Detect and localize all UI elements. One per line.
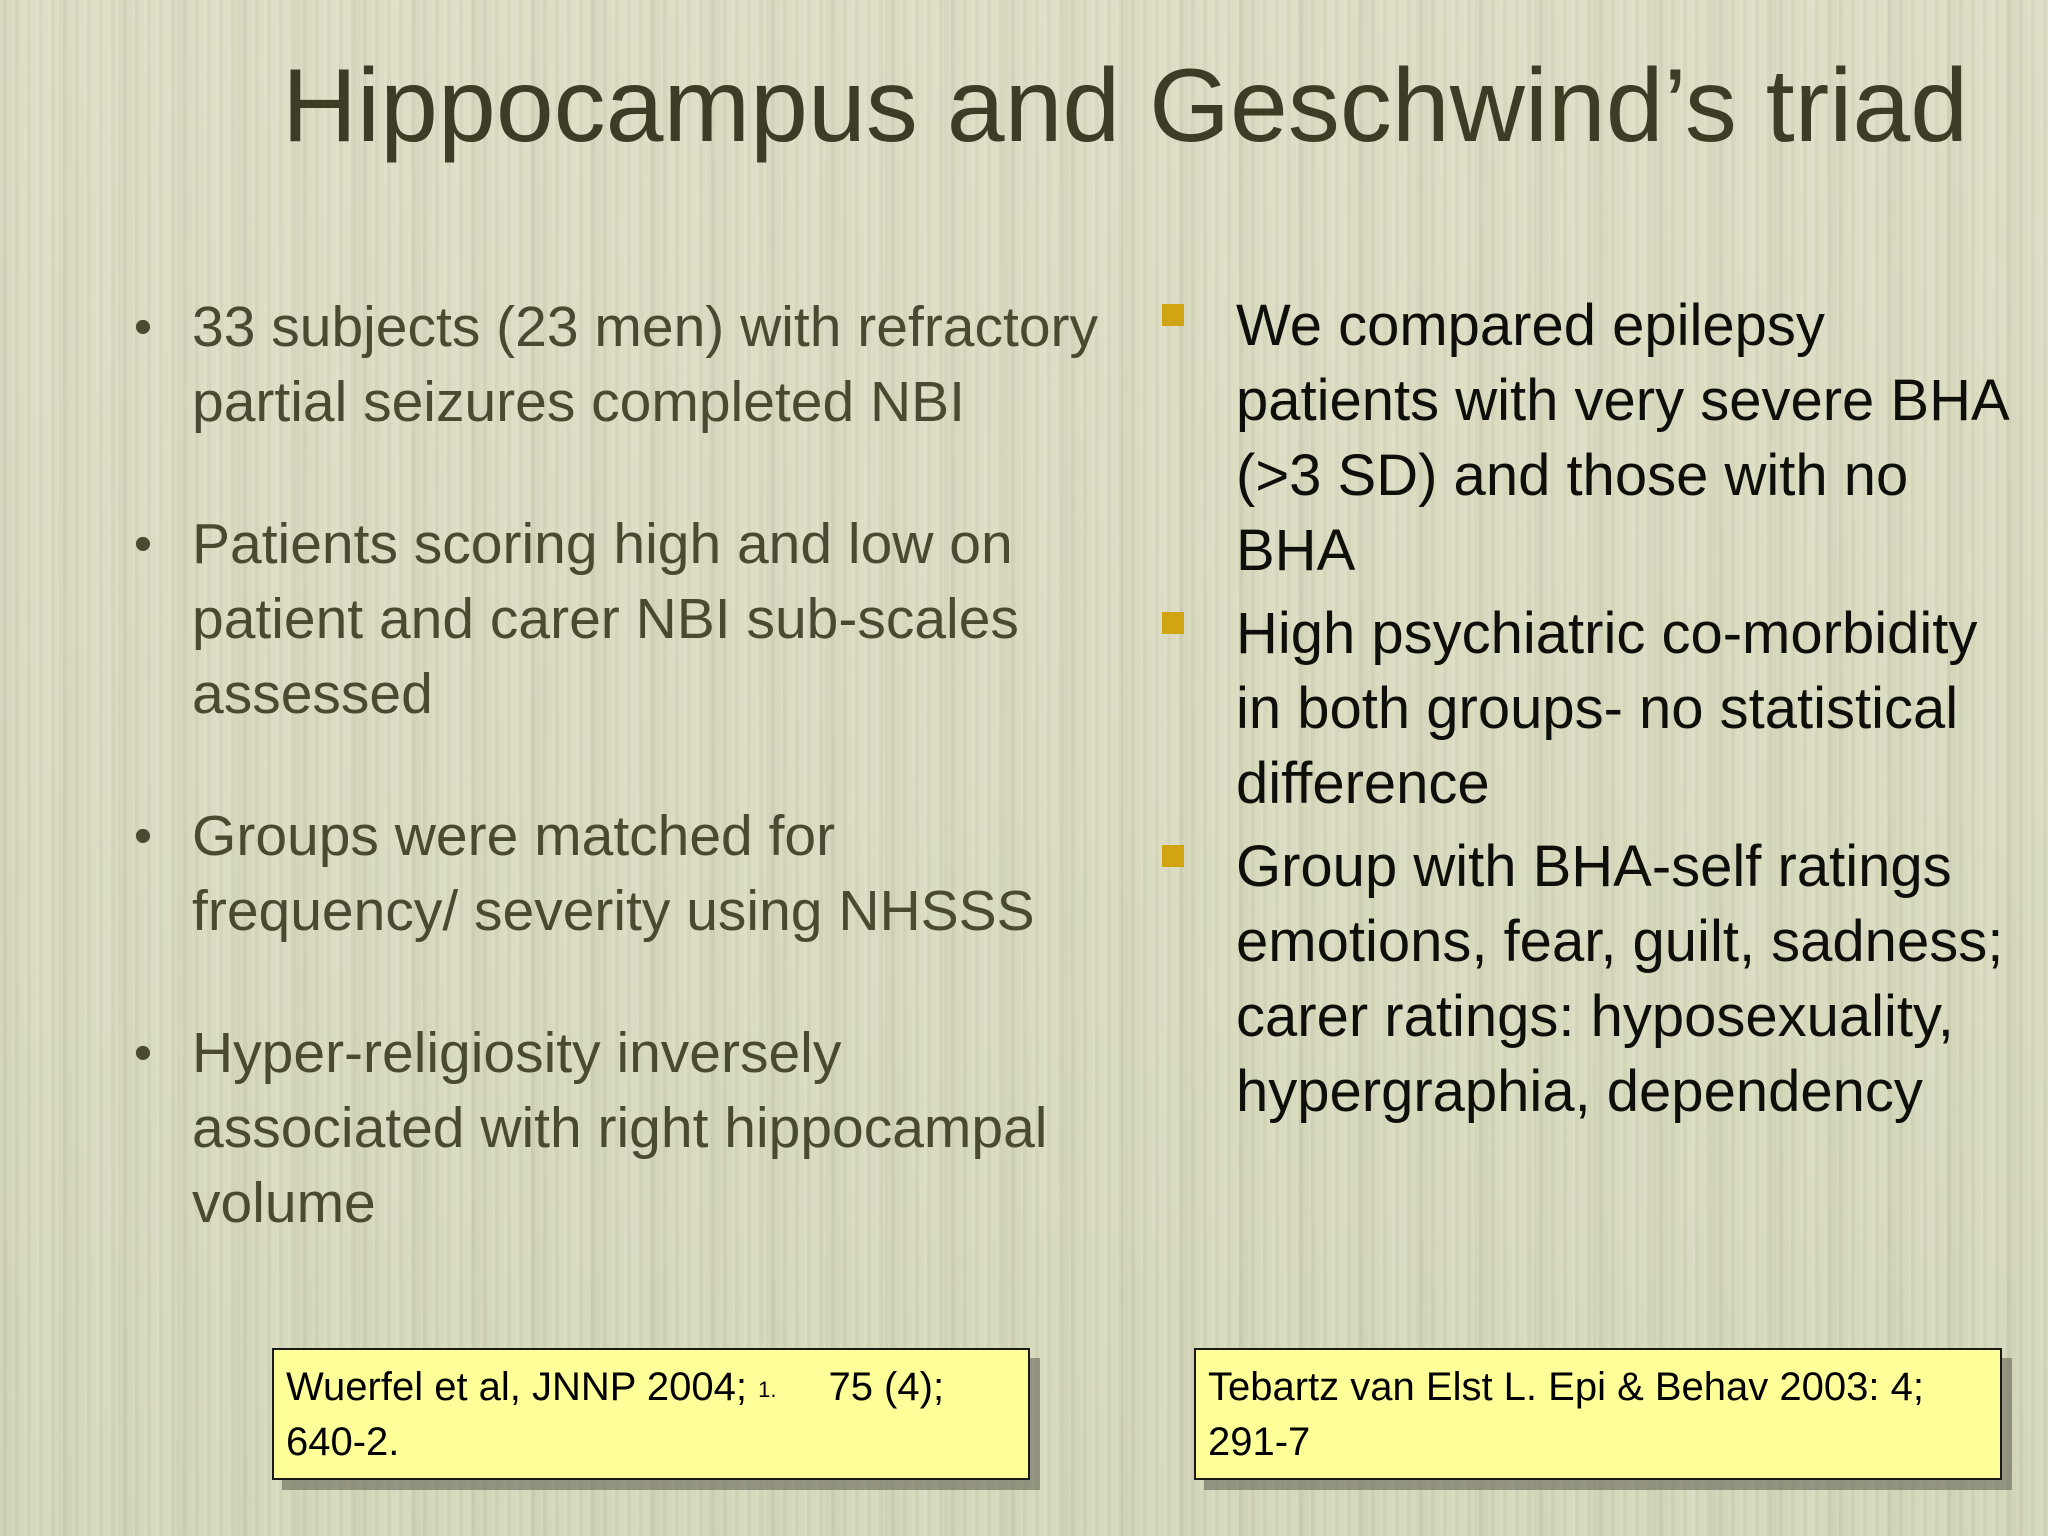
- left-bullet-item: [128, 290, 1108, 440]
- citation-box-left: [272, 1348, 1030, 1480]
- left-bullet-text: Patients scoring high and low on patient and carer NBI sub-scales assessed: [192, 512, 1019, 726]
- citation-text: Tebartz van Elst L. Epi & Behav 2003: 4; 291-7: [1208, 1365, 1924, 1464]
- bullet-dot-icon: •: [133, 1024, 153, 1082]
- left-bullet-item: [128, 799, 1108, 949]
- bullet-dot-icon: •: [133, 515, 153, 573]
- right-bullet-item: [1160, 829, 2020, 1129]
- citation-superscript: 1.: [758, 1377, 777, 1402]
- slide-title: Hippocampus and Geschwind’s triad: [281, 48, 1969, 164]
- square-bullet-icon: [1162, 612, 1184, 634]
- citation-text: Wuerfel et al, JNNP 2004;: [286, 1365, 759, 1409]
- right-bullet-item: [1160, 596, 2020, 821]
- right-bullet-item: [1160, 288, 2020, 588]
- left-bullet-text: Hyper-religiosity inversely associated with right hippocampal volume: [192, 1021, 1048, 1235]
- bullet-dot-icon: •: [133, 807, 153, 865]
- left-bullet-item: [128, 1016, 1108, 1241]
- citation-box-right: [1194, 1348, 2002, 1480]
- citation-text: 75 (4); 640-2.: [286, 1365, 945, 1464]
- right-bullet-text: Group with BHA-self ratings emotions, fear, guilt, sadness; carer ratings: hyposexuality, hypergraphia, dependency: [1236, 834, 2004, 1124]
- square-bullet-icon: [1162, 845, 1184, 867]
- square-bullet-icon: [1162, 304, 1184, 326]
- left-bullet-item: [128, 507, 1108, 732]
- right-bullet-text: High psychiatric co-morbidity in both groups- no statistical difference: [1236, 601, 1978, 816]
- bullet-dot-icon: •: [133, 298, 153, 356]
- right-bullet-list: [1160, 288, 2020, 1137]
- left-bullet-text: Groups were matched for frequency/ severity using NHSSS: [192, 804, 1035, 943]
- left-bullet-text: 33 subjects (23 men) with refractory partial seizures completed NBI: [192, 295, 1099, 434]
- right-bullet-text: We compared epilepsy patients with very severe BHA (>3 SD) and those with no BHA: [1236, 293, 2007, 583]
- left-bullet-list: [128, 290, 1108, 1308]
